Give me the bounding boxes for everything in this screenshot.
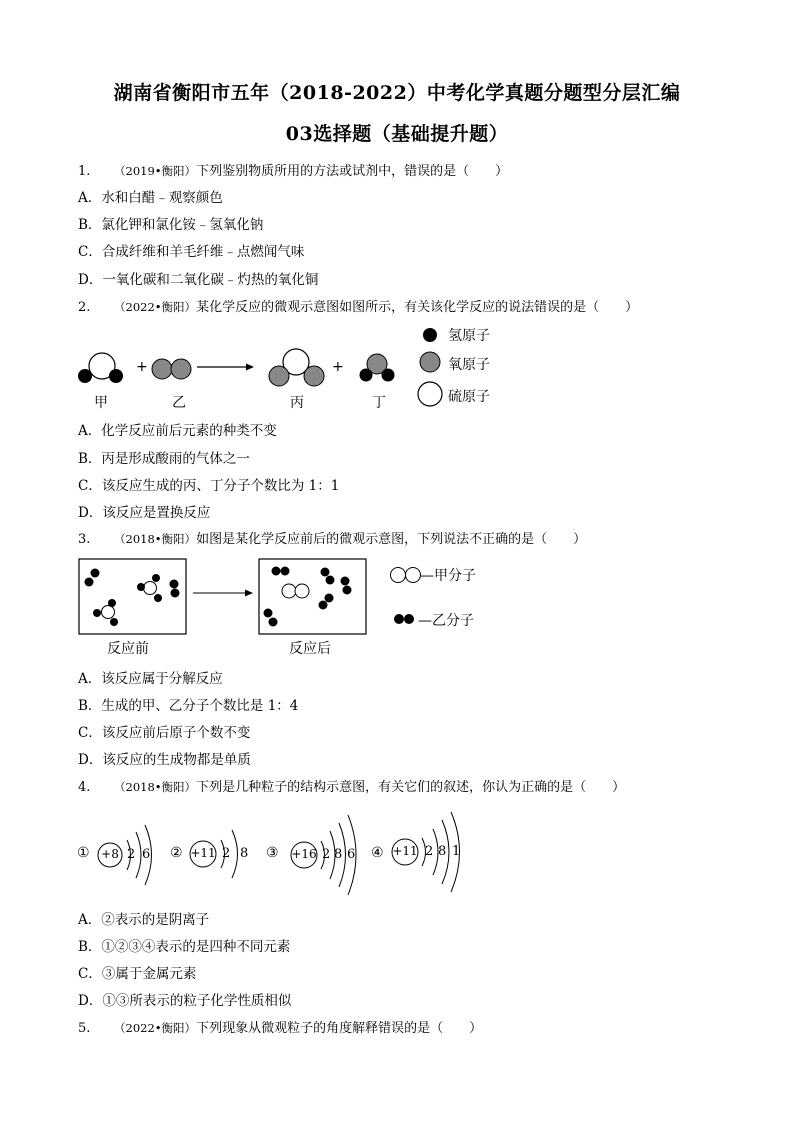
question-2-option-a: A．化学反应前后元素的种类不变 [78,423,277,439]
question-1-option-b: B．氯化钾和氯化铵﹣氢氧化钠 [78,217,264,233]
question-text: 下列鉴别物质所用的方法或试剂中，错误的是（ ） [196,164,509,179]
particle-3-nucleus: +16 [291,847,317,861]
question-4-option-b: B．①②③④表示的是四种不同元素 [78,939,291,955]
q3-legend [391,568,421,625]
question-number: 2. [78,300,91,315]
question-3-stem [78,528,586,547]
question-text: 下列是几种粒子的结构示意图，有关它们的叙述，你认为正确的是（ ） [196,780,626,795]
question-3-option-c: C．该反应前后原子个数不变 [78,725,251,741]
before-molecules [85,569,180,627]
label-jia: 甲 [94,395,108,411]
question-number: 1. [78,164,91,179]
question-4-stem [78,776,625,795]
particle-2-shell-2: 8 [240,846,249,861]
question-1-option-c: C．合成纤维和羊毛纤维﹣点燃闻气味 [78,244,305,260]
question-text: 某化学反应的微观示意图如图所示，有关该化学反应的说法错误的是（ ） [196,300,639,315]
question-3-option-b: B．生成的甲、乙分子个数比是 1：4 [78,698,299,714]
particle-2-shell-1: 2 [222,846,231,861]
particle-2-nucleus: +11 [190,846,216,860]
particle-1-nucleus: +8 [101,847,119,861]
question-2-option-c: C．该反应生成的丙、丁分子个数比为 1：1 [78,478,340,494]
question-5-stem [78,1017,482,1036]
question-2-option-b: B．丙是形成酸雨的气体之一 [78,451,250,467]
legend-oxygen: 氧原子 [448,357,490,373]
q2-legend [418,328,442,406]
question-source: （2019•衡阳） [114,164,197,178]
particle-4-shell-2: 8 [438,844,447,859]
particle-1-shell-2: 6 [142,847,151,862]
question-3-option-a: A．该反应属于分解反应 [78,671,223,687]
question-1-option-d: D．一氧化碳和二氧化碳﹣灼热的氧化铜 [78,272,319,288]
particle-3-shell-2: 8 [334,847,343,862]
particle-1-shell-1: 2 [127,847,136,862]
particle-4-nucleus: +11 [392,844,418,858]
molecule-jia [78,353,123,383]
question-source: （2022•衡阳） [114,300,197,314]
question-4-option-a: A．②表示的是阴离子 [78,912,210,928]
q3-arrow [193,590,253,597]
molecule-ding [360,354,395,382]
question-source: （2018•衡阳） [114,532,197,546]
question-number: 4. [78,780,91,795]
question-4-option-c: C．③属于金属元素 [78,966,197,982]
plus-sign: + [332,359,344,375]
particle-3-shell-1: 2 [322,847,331,862]
document-subtitle: 03选择题（基础提升题） [285,123,509,145]
label-yi: 乙 [172,395,186,411]
molecule-yi [152,359,191,379]
label-bing: 丙 [290,395,304,411]
legend-sulfur: 硫原子 [448,389,490,405]
question-3-option-d: D．该反应的生成物都是单质 [78,752,251,768]
particle-4-mark: ④ [371,845,384,861]
q2-reaction-figure [78,328,442,406]
particle-3-mark: ③ [266,845,279,861]
question-4-option-d: D．①③所表示的粒子化学性质相似 [78,993,292,1009]
q3-reaction-figure [79,559,421,634]
particle-2-mark: ② [170,845,183,861]
question-text: 下列现象从微观粒子的角度解释错误的是（ ） [196,1021,483,1036]
question-number: 3. [78,532,91,547]
particle-3-shell-3: 6 [347,847,356,862]
particle-1-mark: ① [77,845,90,861]
molecule-bing [269,349,324,386]
reaction-arrow [197,364,254,371]
legend-yi-molecule: —乙分子 [418,613,474,629]
question-number: 5. [78,1021,91,1036]
question-1-option-a: A．水和白醋﹣观察颜色 [78,190,223,206]
legend-jia-molecule: —甲分子 [420,568,476,584]
particle-4-shell-3: 1 [452,844,461,859]
question-source: （2018•衡阳） [114,780,197,794]
document-title: 湖南省衡阳市五年（2018-2022）中考化学真题分题型分层汇编 [113,82,681,104]
question-text: 如图是某化学反应前后的微观示意图，下列说法不正确的是（ ） [196,532,587,547]
label-ding: 丁 [372,395,386,411]
question-source: （2022•衡阳） [114,1021,197,1035]
label-before: 反应前 [107,641,149,657]
question-2-option-d: D．该反应是置换反应 [78,505,211,521]
plus-sign: + [136,359,148,375]
legend-hydrogen: 氢原子 [448,328,490,344]
after-molecules [264,567,352,627]
label-after: 反应后 [289,641,331,657]
particle-4-shell-1: 2 [425,844,434,859]
